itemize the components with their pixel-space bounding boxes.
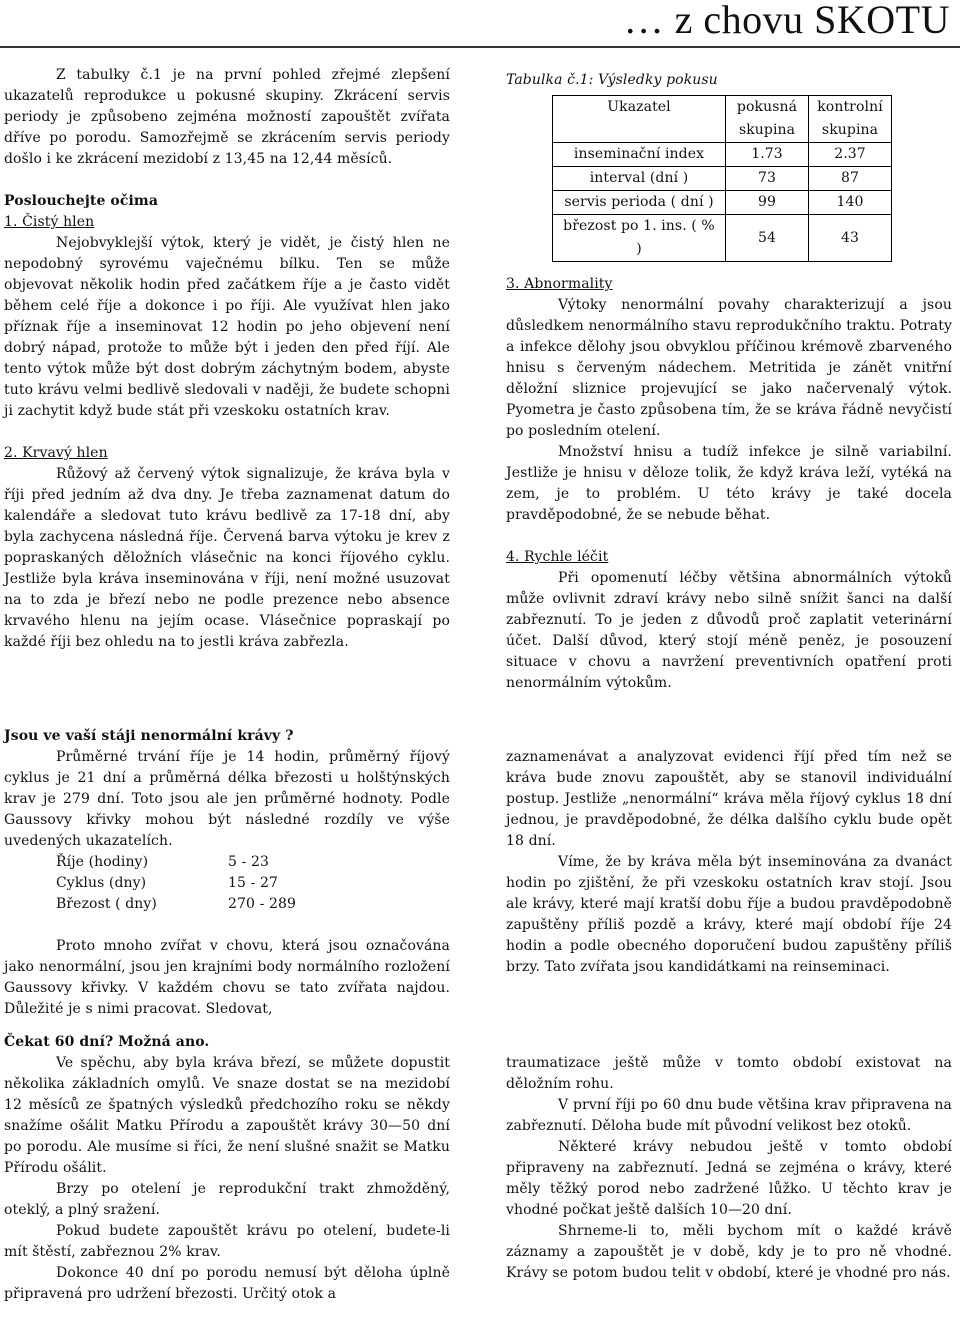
paragraph-abnormalities-a: Výtoky nenormální povahy charakterizují a jsou důsledkem nenormálního stavu reprodukčního traktu. Potraty a infekce dělohy jsou obvyklou příčinou krémově zbarveného hnisu s červeným nádechem. Metritida je zánět vnitřní děložní sliznice projevující se jako načervenalý výtok. Pyometra je často způsobena tím, že se kráva řádně nevyčistí po posledním otelení. [506, 297, 952, 439]
paragraph-40-days: Dokonce 40 dní po porodu nemusí být děloha úplně připravená pro udržení březosti. Určitý otok a [4, 1265, 450, 1302]
mid-left-column [4, 726, 450, 1020]
table-cell: inseminační index [553, 143, 726, 167]
table-row [553, 167, 892, 191]
table-cell: 99 [726, 191, 809, 215]
range-row [56, 852, 450, 873]
table-cell: servis perioda ( dní ) [553, 191, 726, 215]
table-header-cell: pokusná skupina [726, 96, 809, 143]
right-top-column [506, 70, 952, 694]
paragraph-bruised-tract: Brzy po otelení je reprodukční trakt zhmožděný, oteklý, a plný sražení. [4, 1181, 450, 1218]
paragraph-treat-quickly: Při opomenutí léčby většina abnormálních výtoků může ovlivnit zdraví krávy nebo silně snížit šanci na další zabřeznutí. To je jeden z důvodů proč zaplatit veterinární účet. Další důvod, který stojí méně peněz, je posouzení situace v chovu a navržení preventivních opatření proti nenormálním výtokům. [506, 570, 952, 691]
table-cell: interval (dní ) [553, 167, 726, 191]
table-row [553, 191, 892, 215]
paragraph-record-cycles: zaznamenávat a analyzovat evidenci říjí před tím než se kráva bude znovu zapouštět, aby se stanovil individuální postup. Jestliže „nenormální“ kráva měla říjový cyklus 18 dní jednou, je pravděpodobné, že délka dalšího cyklu bude opět 18 dní. [506, 749, 952, 849]
mid-right-column [506, 747, 952, 978]
range-row [56, 873, 450, 894]
paragraph-hurry: Ve spěchu, aby byla kráva březí, se můžete dopustit několika základních omylů. Ve snaze dostat se na mezidobí 12 měsíců ze špatných výsledků předchozího roku se někdy snažíme ošálit Matku Přírodu a zapouštět krávy 30—50 dní po porodu. Ale musíme si říci, že není slušné snažit se Matku Přírodu ošálit. [4, 1055, 450, 1176]
paragraph-early-breeding: Pokud budete zapouštět krávu po otelení, budete-li mít štěstí, zabřeznou 2% krav. [4, 1223, 450, 1260]
header-rule [0, 46, 960, 48]
table-cell: 140 [809, 191, 892, 215]
section-title-abnormal-cows: Jsou ve vaší stáji nenormální krávy ? [4, 728, 294, 744]
paragraph-bloody-mucus: Růžový až červený výtok signalizuje, že kráva byla v říji před jedním až dva dny. Je třeba zaznamenat datum do kalendáře a sledovat tuto krávu bedlivě za 17-18 dní, aby byla zachycena následná říje. Červená barva výtoku je krev z popraskaných děložních vlásečnic na konci říjového cyklu. Jestliže byla kráva inseminována v říji, není možné usuzovat na to zda je březí nebo ne podle prezence nebo absence krvavého hlenu na jejím ocase. Vlásečnice popraskají po každé říji bez ohledu na to jestli kráva zabřezla. [4, 466, 450, 650]
heading-clear-mucus: 1. Čistý hlen [4, 214, 95, 230]
table-cell: březost po 1. ins. ( % ) [553, 215, 726, 262]
page-header-title: … z chovu SKOTU [623, 0, 950, 42]
range-label: Říje (hodiny) [56, 854, 149, 870]
heading-treat-quickly: 4. Rychle léčit [506, 549, 609, 565]
section-title: Poslouchejte očima [4, 193, 158, 209]
table-cell: 1.73 [726, 143, 809, 167]
table-caption: Tabulka č.1: Výsledky pokusu [506, 72, 718, 88]
left-top-column [4, 65, 450, 653]
table-cell: 54 [726, 215, 809, 262]
paragraph-60-days: V první říji po 60 dnu bude většina krav připravena na zabřeznutí. Děloha bude mít původní velikost bez otoků. [506, 1097, 952, 1134]
paragraph-traumatization: traumatizace ještě může v tomto období existovat na děložním rohu. [506, 1055, 952, 1092]
section-title-wait-60-days: Čekat 60 dní? Možná ano. [4, 1034, 210, 1050]
paragraph-not-ready: Některé krávy nebudou ještě v tomto období připraveny na zabřeznutí. Jedná se zejména o krávy, které měly těžký porod nebo zadržené lůžko. U těchto krav je vhodné počkat ještě dalších 10—20 dní. [506, 1139, 952, 1218]
table-row [553, 143, 892, 167]
bottom-right-column [506, 1053, 952, 1284]
table-cell: 73 [726, 167, 809, 191]
paragraph-extremes: Proto mnoho zvířat v chovu, která jsou označována jako nenormální, jsou jen krajními body normálního rozložení Gaussovy křivky. V každém chovu se tato zvířata najdou. Důležité je s nimi pracovat. Sledovat, [4, 938, 450, 1017]
table-row [553, 215, 892, 262]
ranges-list [56, 852, 450, 915]
heading-abnormalities: 3. Abnormality [506, 276, 613, 292]
range-value: 5 - 23 [228, 854, 269, 870]
table-header-cell: Ukazatel [553, 96, 726, 143]
results-table [552, 95, 892, 262]
paragraph-clear-mucus: Nejobvyklejší výtok, který je vidět, je čistý hlen ne nepodobný syrovému vaječnému bílku. Ten se může objevovat několik hodin před začátkem říje a je často vidět během celé říje a dokonce i po říji. Ale využívat hlen jako příznak říje a inseminovat 12 hodin po jeho objevení není dobrý nápad, protože to může být i jeden den před říjí. Ale tento výtok může být dost dobrým záchytným bodem, abyste tuto krávu velmi bedlivě sledovali v naději, že budete schopni ji zachytit když bude stát při vzeskoku ostatních krav. [4, 235, 450, 419]
table-cell: 2.37 [809, 143, 892, 167]
table-header-row [553, 96, 892, 143]
heading-bloody-mucus: 2. Krvavý hlen [4, 445, 108, 461]
paragraph-summary: Shrneme-li to, měli bychom mít o každé krávě záznamy a zapouštět je v době, kdy je to pro ně vhodné. Krávy se potom budou telit v období, které je vhodné pro nás. [506, 1223, 952, 1281]
range-value: 15 - 27 [228, 875, 278, 891]
range-label: Cyklus (dny) [56, 875, 147, 891]
table-cell: 87 [809, 167, 892, 191]
table-cell: 43 [809, 215, 892, 262]
paragraph-averages: Průměrné trvání říje je 14 hodin, průměrný říjový cyklus je 21 dní a průměrná délka březosti u holštýnských krav je 279 dní. Toto jsou ale jen průměrné hodnoty. Podle Gaussovy křivky mohou být následné rozdíly ve výše uvedených ukazatelích. [4, 749, 450, 849]
intro-paragraph: Z tabulky č.1 je na první pohled zřejmé zlepšení ukazatelů reprodukce u pokusné skupiny. Zkrácení servis periody je způsobeno zejména možností zapouštět zvířata dříve po porodu. Samozřejmě se zkrácením servis periody došlo i ke zkrácení mezidobí z 13,45 na 12,44 měsíců. [4, 67, 450, 167]
range-label: Březost ( dny) [56, 896, 157, 912]
bottom-left-column [4, 1032, 450, 1305]
range-value: 270 - 289 [228, 896, 296, 912]
table-header-cell: kontrolní skupina [809, 96, 892, 143]
paragraph-abnormalities-b: Množství hnisu a tudíž infekce je silně variabilní. Jestliže je hnisu v děloze tolik, že když kráva leží, vytéká na zem, je to problém. U této krávy je také docela pravděpodobné, že se nebude běhat. [506, 444, 952, 523]
range-row [56, 894, 450, 915]
paragraph-insemination-timing: Víme, že by kráva měla být inseminována za dvanáct hodin po zjištění, že při vzeskoku ostatních krav stojí. Jsou ale krávy, které mají kratší dobu říje a budou pravděpodobně zapuštěny příliš pozdě a krávy, které mají období říje 24 hodin a podle obecného doporučení budou zapuštěny příliš brzy. Tato zvířata jsou kandidátkami na reinseminaci. [506, 854, 952, 975]
